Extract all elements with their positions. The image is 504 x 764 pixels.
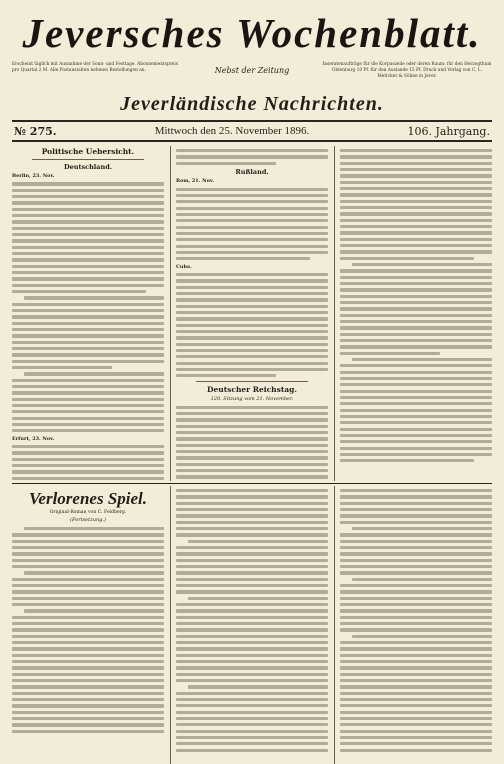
dateline-rom: Rom, 21. Nov. [176, 178, 214, 185]
dateline-berlin: Berlin, 23. Nov. [12, 173, 55, 179]
feuilleton-continuation: (Fortsetzung.) [70, 517, 106, 523]
issue-volume: 106. Jahrgang. [407, 124, 490, 138]
article-text [12, 182, 164, 432]
masthead-subtitle: Jeverländische Nachrichten. [120, 93, 384, 115]
section-separator [12, 483, 492, 484]
feuilleton-text [176, 489, 328, 752]
feuilleton-title: Verlorenes Spiel. [28, 489, 148, 508]
session-label: 120. Sitzung vom 21. November. [210, 395, 294, 402]
advertising-notice: Inseratenaufträge für die Korpuszeile oder deren Raum: für den Herzogthum Oldenburg 10 Pf. für den Auslande 15 Pf. Druck und Verlag von C. L. Mettcker & Söhne in Jever. [322, 62, 492, 79]
feuilleton-column-1 [12, 486, 164, 764]
column-3 [334, 146, 492, 481]
divider [32, 159, 144, 160]
column-1 [12, 146, 164, 481]
feuilleton-column-2 [170, 486, 328, 764]
issue-date: Mittwoch den 25. November 1896. [154, 125, 310, 137]
article-text [12, 445, 164, 481]
dateline-erfurt: Erfurt, 23. Nov. [12, 435, 55, 442]
dateline-cuba: Cuba. [176, 263, 192, 270]
feuilleton-column-3 [334, 486, 492, 764]
subscription-notice: Erscheint täglich mit Ausnahme der Sonn- und Festtage. Abonnementspreis pro Quartal 2 M. Alle Postanstalten nehmen Bestellungen an. [12, 62, 178, 73]
nebst-der-zeitung: Nebst der Zeitung [214, 66, 290, 75]
section-heading-russia: Rußland. [235, 168, 269, 177]
section-heading-germany: Deutschland. [63, 163, 113, 171]
divider [196, 381, 308, 382]
article-text [176, 406, 328, 481]
column-2 [170, 146, 328, 481]
article-text [176, 273, 328, 377]
feuilleton-author: Original-Roman von C. Feldberg. [49, 510, 127, 515]
issue-number: № 275. [14, 124, 57, 138]
feuilleton-text [12, 527, 164, 733]
issue-bar [12, 120, 492, 142]
article-text [340, 149, 492, 462]
feuilleton-text [340, 489, 492, 752]
feuilleton-columns [12, 486, 492, 764]
news-columns [12, 146, 492, 481]
article-text [176, 188, 328, 261]
section-heading-reichstag: Deutscher Reichstag. [206, 384, 298, 394]
section-heading-politics: Politische Uebersicht. [41, 147, 135, 156]
masthead-title: Jeversches Wochenblatt. [22, 10, 482, 56]
masthead-center [182, 62, 322, 75]
article-text [176, 149, 328, 165]
